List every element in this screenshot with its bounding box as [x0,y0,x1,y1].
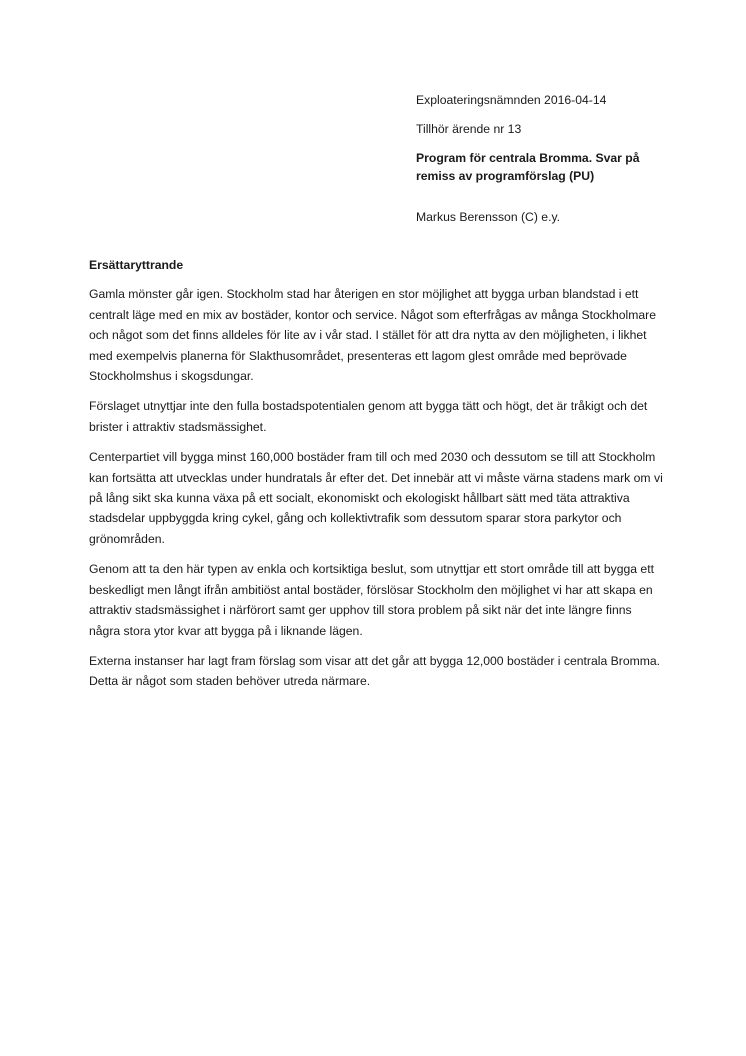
document-header [416,91,686,237]
body-paragraph: Gamla mönster går igen. Stockholm stad har återigen en stor möjlighet att bygga urban blandstad i ett centralt läge med en mix av bostäder, kontor och service. Något som efterfrågas av många Stockholmare och något som det finns alldeles för lite av i vår stad. I stället för att dra nytta av den möjligheten, i likhet med exempelvis planerna för Slakthusområdet, presenteras ett lagom glest område med beprövade Stockholmshus i skogsdungar. [89,287,656,384]
body-paragraph: Förslaget utnyttjar inte den fulla bostadspotentialen genom att bygga tätt och högt, det är tråkigt och det brister i attraktiv stadsmässighet. [89,399,648,434]
body-paragraph: Externa instanser har lagt fram förslag som visar att det går att bygga 12,000 bostäder i centrala Bromma. Detta är något som staden behöver utreda närmare. [89,653,661,689]
document-title: Program för centrala Bromma. Svar på remiss av programförslag (PU) [416,151,640,183]
author-name: Markus Berensson (C) e.y. [416,210,561,224]
body-paragraph: Genom att ta den här typen av enkla och kortsiktiga beslut, som utnyttjar ett stort område till att bygga ett beskedligt men långt ifrån ambitiöst antal bostäder, förslösar Stockholm den möjlighet vi har att skapa en attraktiv stadsmässighet i närförort samt ger upphov till stora problem på sikt när det inte längre finns några stora ytor kvar att bygga på i liknande lägen. [89,562,654,638]
statement-type-heading: Ersättaryttrande [89,258,184,272]
item-reference: Tillhör ärende nr 13 [416,122,522,136]
document-body [89,255,664,702]
body-paragraph: Centerpartiet vill bygga minst 160,000 bostäder fram till och med 2030 och dessutom se till att Stockholm kan fortsätta att utvecklas under hundratals år efter det. Det innebär att vi måste värna stadens mark om vi på lång sikt ska kunna växa på ett socialt, ekonomiskt och ekologiskt hållbart sätt med täta attraktiva stadsdelar uppbyggda kring cykel, gång och kollektivtrafik som dessutom sparar stora parkytor och grönområden. [89,450,663,546]
committee-date: Exploateringsnämnden 2016-04-14 [416,93,607,107]
